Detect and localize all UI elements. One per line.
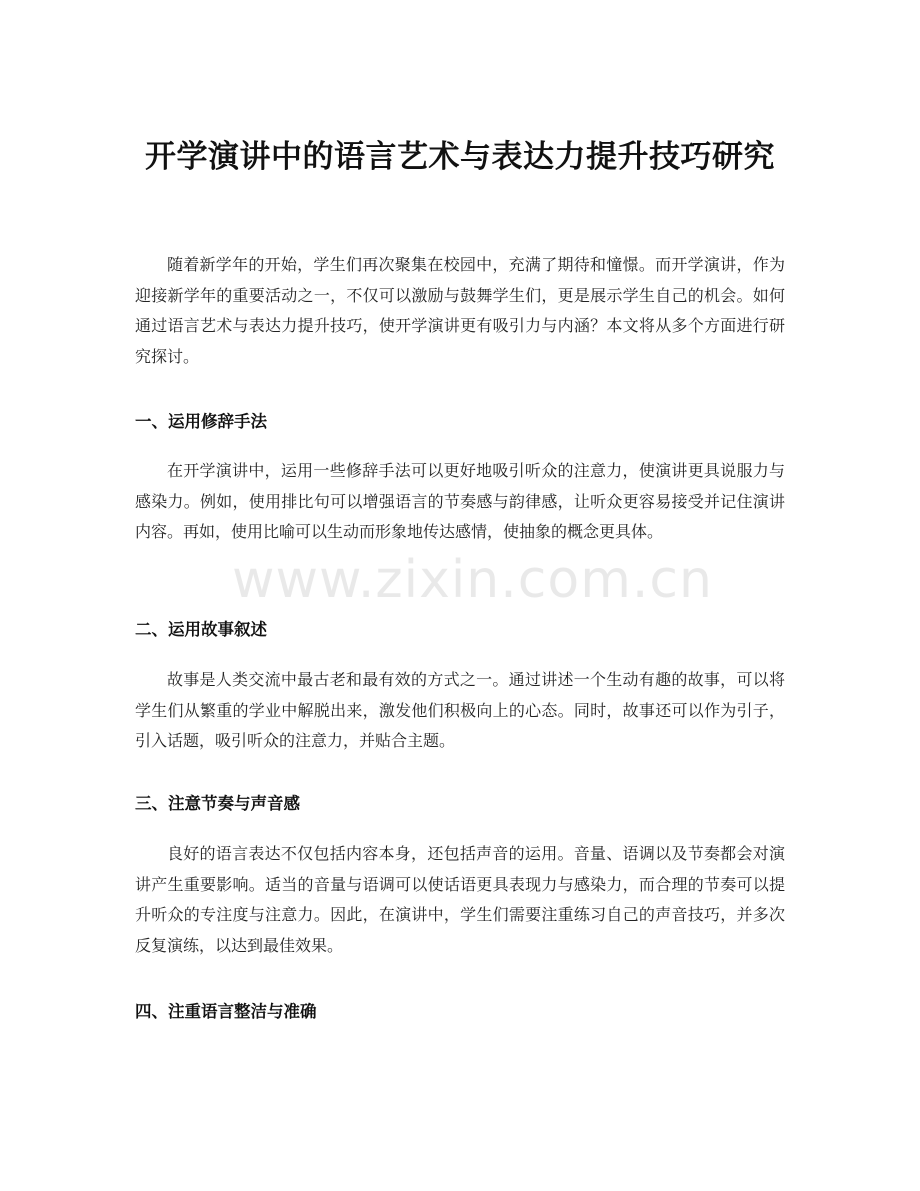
section-heading-1: 一、运用修辞手法: [135, 412, 267, 431]
watermark-text: www.zixin.com.cn: [232, 550, 713, 610]
document-title: 开学演讲中的语言艺术与表达力提升技巧研究: [145, 138, 775, 175]
section-heading-3: 三、注意节奏与声音感: [135, 794, 300, 813]
section-body-1: 在开学演讲中，运用一些修辞手法可以更好地吸引听众的注意力，使演讲更具说服力与感染力。例如，使用排比句可以增强语言的节奏感与韵律感，让听众更容易接受并记住演讲内容。再如，使用比喻可以生动而形象地传达感情，使抽象的概念更具体。: [135, 461, 785, 541]
intro-paragraph: 随着新学年的开始，学生们再次聚集在校园中，充满了期待和憧憬。而开学演讲，作为迎接新学年的重要活动之一，不仅可以激励与鼓舞学生们，更是展示学生自己的机会。如何通过语言艺术与表达力提升技巧，使开学演讲更有吸引力与内涵？本文将从多个方面进行研究探讨。: [135, 255, 785, 366]
section-body-3: 良好的语言表达不仅包括内容本身，还包括声音的运用。音量、语调以及节奏都会对演讲产生重要影响。适当的音量与语调可以使话语更具表现力与感染力，而合理的节奏可以提升听众的专注度与注意力。因此，在演讲中，学生们需要注重练习自己的声音技巧，并多次反复演练，以达到最佳效果。: [135, 844, 785, 955]
section-heading-4: 四、注重语言整洁与准确: [135, 1002, 317, 1021]
section-heading-2: 二、运用故事叙述: [135, 620, 267, 639]
section-body-2: 故事是人类交流中最古老和最有效的方式之一。通过讲述一个生动有趣的故事，可以将学生们从繁重的学业中解脱出来，激发他们积极向上的心态。同时，故事还可以作为引子，引入话题，吸引听众的注意力，并贴合主题。: [135, 670, 785, 750]
